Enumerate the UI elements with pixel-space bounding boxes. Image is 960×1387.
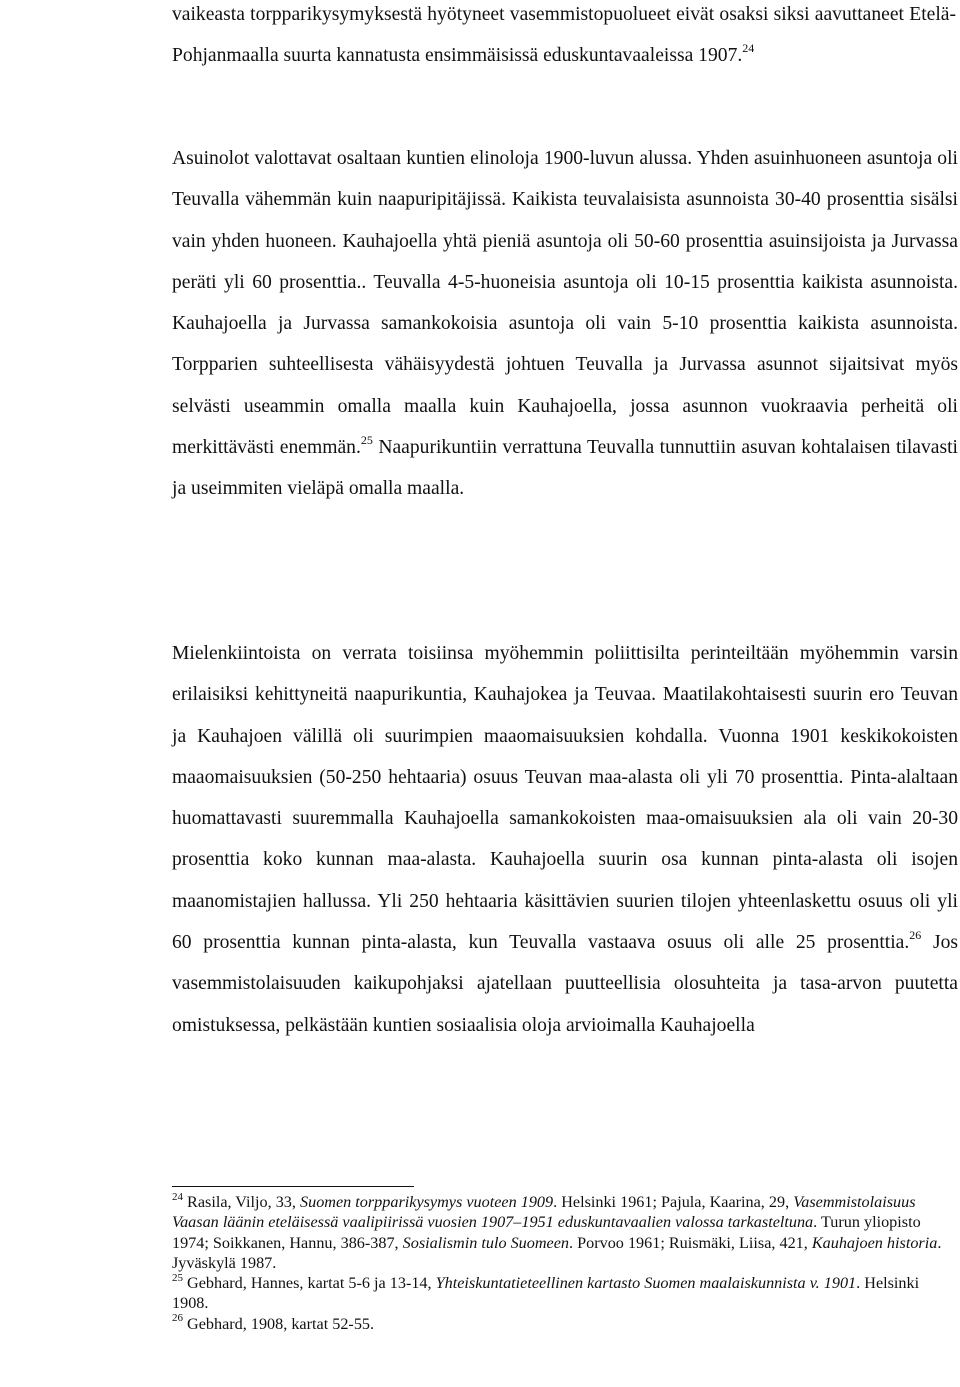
footnote-text: . Helsinki 1908. [172,1274,920,1313]
footnote-number: 25 [172,1271,183,1284]
footnote-25 [172,1273,958,1314]
footnote-title: Vasemmistolaisuus Vaasan läänin eteläisessä vaalipiirissä vuosien 1907–1951 eduskuntavaalien valossa tarkasteltuna [172,1193,916,1232]
footnote-ref-25[interactable]: 25 [360,432,373,447]
paragraph-text-continued: Naapurikuntiin verrattuna Teuvalla tunnuttiin asuvan kohtalaisen tilavasti ja useimmiten vieläpä omalla maalla. [172,437,958,500]
footnote-title: Yhteiskuntatieteellinen kartasto Suomen maalaiskunnista v. 1901 [435,1274,857,1293]
footnote-number: 26 [172,1312,183,1325]
paragraph-text: Mielenkiintoista on verrata toisiinsa myöhemmin poliittisilta perinteiltään myöhemmin varsin erilaisiksi kehittyneitä naapurikuntia, Kauhajokea ja Teuvaa. Maatilakohtaisesti suurin ero Teuvan ja Kauhajoen välillä oli suurimpien maaomaisuuksien kohdalla. Vuonna 1901 keskikokoisten maaomaisuuksien (50-250 hehtaaria) osuus Teuvan maa-alasta oli yli 70 prosenttia. Pinta-alaltaan huomattavasti suuremmalla Kauhajoella samankokoisten maa-omaisuuksien ala oli vain 20-30 prosenttia koko kunnan maa-alasta. Kauhajoella suurin osa kunnan pinta-alasta oli isojen maanomistajien hallussa. Yli 250 hehtaaria käsittävien suurien tilojen yhteenlaskettu osuus oli yli 60 prosenttia kunnan pinta-alasta, kun Teuvalla vastaava osuus oli alle 25 prosenttia. [172,643,958,954]
footnote-separator [172,1186,414,1187]
footnote-text: . Turun yliopisto 1974; Soikkanen, Hannu, 386-387, [172,1213,921,1252]
paragraph-land-ownership [172,633,958,1046]
paragraph-text: Asuinolot valottavat osaltaan kuntien elinoloja 1900-luvun alussa. Yhden asuinhuoneen asuntoja oli Teuvalla vähemmän kuin naapuripitäjissä. Kaikista teuvalaisista asunnoista 30-40 prosenttia sisälsi vain yhden huoneen. Kauhajoella yhtä pieniä asuntoja oli 50-60 prosenttia asuinsijoista ja Jurvassa peräti yli 60 prosenttia.. Teuvalla 4-5-huoneisia asuntoja oli 10-15 prosenttia kaikista asunnoista. Kauhajoella ja Jurvassa samankokoisia asuntoja oli vain 5-10 prosenttia kaikista asunnoista. Torpparien suhteellisesta vähäisyydestä johtuen Teuvalla ja Jurvassa asunnot sijaitsivat myös selvästi useammin omalla maalla kuin Kauhajoella, jossa asunnon vuokraavia perheitä oli merkittävästi enemmän. [172,148,958,459]
footnote-text: Gebhard, Hannes, kartat 5-6 ja 13-14, [183,1274,436,1293]
footnote-text: Gebhard, 1908, kartat 52-55. [183,1314,375,1333]
footnote-text: . Porvoo 1961; Ruismäki, Liisa, 421, [569,1233,812,1252]
paragraph-intro [172,0,956,77]
footnote-title: Suomen torpparikysymys vuoteen 1909 [300,1193,554,1211]
footnotes-section [172,1192,958,1334]
footnote-ref-26[interactable]: 26 [909,927,922,942]
footnote-text: . Jyväskylä 1987. [172,1233,942,1272]
footnote-number: 24 [172,1190,183,1203]
footnote-24 [172,1192,958,1273]
footnote-title: Sosialismin tulo Suomeen [402,1233,570,1252]
footnote-text: . Helsinki 1961; Pajula, Kaarina, 29, [553,1193,794,1211]
paragraph-text-continued: Jos vasemmistolaisuuden kaikupohjaksi ajatellaan puutteellisia olosuhteita ja tasa-arvon puutetta omistuksessa, pelkästään kuntien sosiaalisia oloja arvioimalla Kauhajoella [172,932,958,1036]
paragraph-housing [172,138,958,510]
paragraph-text: vaikeasta torpparikysymyksestä hyötyneet vasemmistopuolueet eivät osaksi siksi aavuttaneet Etelä-Pohjanmaalla suurta kannatusta ensimmäisissä eduskuntavaaleissa 1907. [172,4,956,67]
footnote-26 [172,1314,958,1334]
footnote-text: Rasila, Viljo, 33, [183,1193,300,1211]
footnote-ref-24[interactable]: 24 [742,40,755,55]
footnote-title: Kauhajoen historia [811,1233,938,1252]
